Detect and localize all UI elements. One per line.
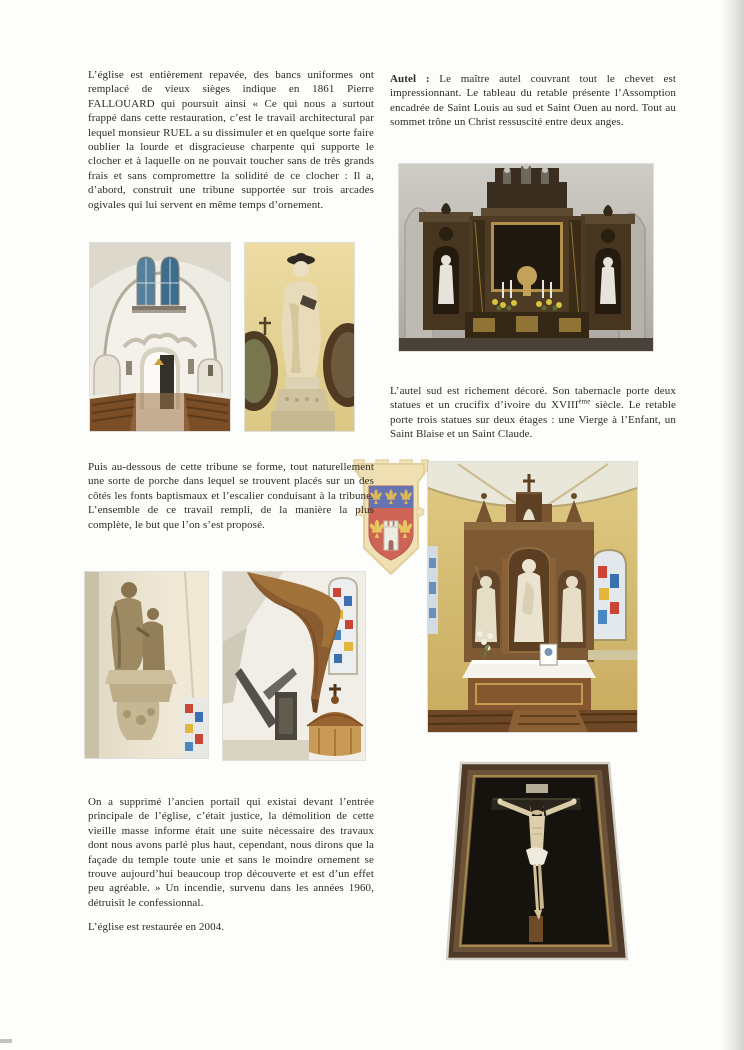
- scan-edge-mark: [0, 1039, 12, 1043]
- paragraph-autel-sud: [390, 384, 676, 442]
- paragraph-restauration-2004: L’église est restaurée en 2004.: [88, 921, 225, 933]
- siecle-superscript: ème: [578, 397, 591, 406]
- south-altar-photo-image: [428, 462, 637, 732]
- saint-statue-photo-image: [245, 243, 354, 431]
- photo-saint-statue: [245, 243, 354, 431]
- scan-edge-shadow: [720, 0, 744, 1050]
- pulpit-statue-photo-image: [85, 572, 208, 758]
- autel-lead-label: Autel :: [390, 73, 430, 85]
- photo-pulpit-statue: [85, 572, 208, 758]
- nave-photo-image: [90, 243, 230, 431]
- tribune-stair-photo-image: [223, 572, 365, 760]
- autel-sud-text-a: L’autel sud est richement décoré. Son tabernacle porte deux statues et un crucifix d’ivoire du XVIII: [390, 385, 676, 412]
- photo-nave-interior: [90, 243, 230, 431]
- crucifix-painting: [440, 758, 636, 964]
- paragraph-portail: On a supprimé l’ancien portail qui existai devant l’entrée principale de l’église, c’était justice, la démolition de cette vieille masse informe était une suite nécessaire des travaux dont nous avons parlé plus haut, cependant, nous dirons que la façade du temple toute unie et sans le moindre ornement se trouve aujourd’hui beaucoup trop découverte et est d’un effet peu agréable. » Un incendie, survenu dans les années 1960, détruisit le confessionnal.: [88, 796, 374, 909]
- autel-body-text: Le maître autel couvrant tout le chevet est impressionnant. Le tableau du retable présente l’Assomption encadrée de Saint Louis au sud et Saint Ouen au nord. Tout au sommet trône un Christ ressuscité entre deux anges.: [390, 73, 676, 129]
- photo-tribune-stair: [223, 572, 365, 760]
- photo-south-altar: [428, 462, 637, 732]
- paragraph-autel: [390, 72, 676, 130]
- crucifix-painting-image: [440, 758, 636, 964]
- autel-sud-text-b: siècle. Le retable porte trois statues sur deux étages : une Vierge à l’Enfant, un Saint Blaise et un Saint Claude.: [390, 399, 676, 441]
- main-altar-photo-image: [399, 164, 653, 351]
- photo-main-altar: [399, 164, 653, 351]
- paragraph-restauration: L’église est entièrement repavée, des bancs uniformes ont remplacé de vieux sièges indique en 1861 Pierre FALLOUARD qui poursuit ainsi « Ce qui nous a surtout frappé dans cette restauration, c’est le travail architectural par lequel monsieur RUEL a su dissimuler et en quelque sorte faire oublier la lourde et disgracieuse charpente qui supporte le clocher et à laquelle on ne pouvait toucher sans de très grands frais et sans compromettre la solidité de ce clocher : Il a, d’abord, construit une tribune supportée sur trois arcades ogivales qui lui servent en même temps d’ornement.: [88, 69, 374, 211]
- paragraph-tribune-porche: Puis au-dessous de cette tribune se forme, tout naturellement une sorte de porche dans lequel se trouvent placés sur un des côtés les fonts baptismaux et l’escalier conduisant à la tribune. L’ensemble de ce travail rempli, de la manière la plus complète, le but que l’on s’est proposé.: [88, 461, 374, 531]
